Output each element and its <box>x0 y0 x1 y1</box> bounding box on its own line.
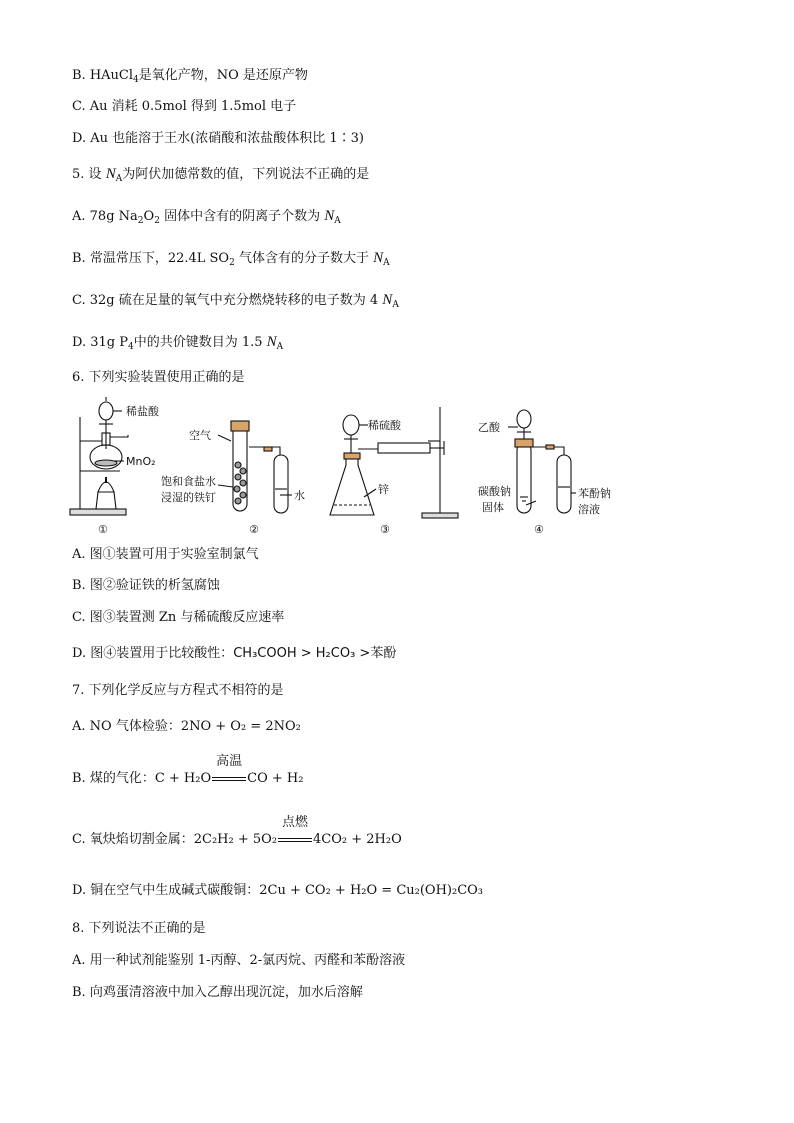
q7c-left: 2C₂H₂ + 5O₂ <box>193 832 278 847</box>
fig2-number: ② <box>249 523 259 536</box>
q6d-equation: CH₃COOH > H₂CO₃ > <box>233 646 371 661</box>
apparatus-4 <box>508 410 576 513</box>
q6-option-b: B. 图②验证铁的析氢腐蚀 <box>72 578 220 593</box>
q5c-prefix: C. 32g 硫在足量的氧气中充分燃烧转移的电子数为 4 <box>72 293 379 308</box>
q5-stem <box>72 165 369 184</box>
q7c-right: 4CO₂ + 2H₂O <box>313 832 402 847</box>
q5-option-a: A. 78g $Na_2O_2$ 固体中含有的阴离子个数为 $N_A$ <box>72 208 341 226</box>
q6-option-a: A. 图①装置可用于实验室制氯气 <box>72 547 259 562</box>
fig4-label-carbonate: 碳酸钠 <box>478 485 511 498</box>
fig3-label-zinc: 锌 <box>378 483 389 496</box>
q5d-rest: 中的共价键数目为 1.5 <box>133 335 263 350</box>
q8-option-a: A. 用一种试剂能鉴别 1-丙醇、2-氯丙烷、丙醛和苯酚溶液 <box>72 953 406 968</box>
fig1-label-mno2: MnO₂ <box>126 455 156 468</box>
q7b-left: C + H₂O <box>154 771 212 786</box>
q6-option-c: C. 图③装置测 Zn 与稀硫酸反应速率 <box>72 610 285 625</box>
q4-option-c: C. Au 消耗 0.5mol 得到 1.5mol 电子 <box>72 99 297 114</box>
subscript: 4 <box>133 75 139 85</box>
q7c-condition-arrow <box>278 815 312 849</box>
q5b-NA: N <box>373 250 384 266</box>
apparatus-2 <box>218 421 292 513</box>
subscript: 2 <box>137 216 144 226</box>
q5-NA: N <box>105 166 116 182</box>
subscript: 2 <box>229 258 235 268</box>
q7a-prefix: A. NO 气体检验： <box>72 719 181 734</box>
q5-rest: 为阿伏加德常数的值，下列说法不正确的是 <box>122 167 370 182</box>
q5a-rest: 固体中含有的阴离子个数为 <box>164 209 321 224</box>
subscript: A <box>334 216 341 226</box>
q6d-end: 苯酚 <box>370 646 397 661</box>
q5d-NA: N <box>266 334 277 350</box>
equals-bar <box>212 777 246 781</box>
q5-option-d <box>72 333 283 352</box>
q7d-equation: 2Cu + CO₂ + H₂O = Cu₂(OH)₂CO₃ <box>259 883 484 898</box>
apparatus-1 <box>70 397 128 515</box>
equals-bar <box>278 838 312 842</box>
q6d-prefix: D. 图④装置用于比较酸性： <box>72 646 234 661</box>
fig4-label-phenoxide: 苯酚钠 <box>578 487 611 500</box>
q4b-rest: 是氧化产物，NO 是还原产物 <box>138 68 308 83</box>
q7c-prefix: C. 氧炔焰切割金属： <box>72 832 194 847</box>
q5-option-b <box>72 249 390 268</box>
fig2-label-water: 水 <box>294 489 305 502</box>
fig4-number: ④ <box>534 523 544 536</box>
q7-option-a <box>72 718 301 736</box>
q5c-NA: N <box>382 292 393 308</box>
subscript: A <box>383 258 390 268</box>
subscript: A <box>392 300 399 310</box>
q5b-prefix: B. 常温常压下，22.4L SO <box>72 251 230 266</box>
q7c-condition: 点燃 <box>282 815 309 830</box>
q4b-text: B. HAuCl <box>72 68 134 83</box>
fig4-label-acetic: 乙酸 <box>478 421 500 434</box>
fig1-number: ① <box>98 523 108 536</box>
fig1-label-hcl: 稀盐酸 <box>126 405 159 418</box>
q8-stem: 8. 下列说法不正确的是 <box>72 921 206 936</box>
subscript: A <box>115 174 123 184</box>
subscript: 2 <box>154 216 160 226</box>
q7d-prefix: D. 铜在空气中生成碱式碳酸铜： <box>72 883 260 898</box>
fig4-label-solution: 溶液 <box>578 503 600 516</box>
q7b-condition-arrow <box>212 754 246 788</box>
fig3-number: ③ <box>380 523 390 536</box>
q8-option-b: B. 向鸡蛋清溶液中加入乙醇出现沉淀，加水后溶解 <box>72 985 363 1000</box>
q5a-prefix: A. 78g Na <box>72 209 138 224</box>
fig3-label-acid: 稀硫酸 <box>368 419 401 432</box>
q6-option-d <box>72 645 396 663</box>
q6-stem: 6. 下列实验装置使用正确的是 <box>72 370 245 385</box>
fig2-label-brine: 饱和食盐水 <box>161 475 216 488</box>
q7-stem: 7. 下列化学反应与方程式不相符的是 <box>72 683 284 698</box>
q7b-right: CO + H₂ <box>247 771 304 786</box>
subscript: 4 <box>127 342 134 352</box>
q7-option-d <box>72 882 483 900</box>
fig4-label-solid: 固体 <box>482 501 504 514</box>
q5b-rest: 气体含有的分子数大于 <box>238 251 369 266</box>
apparatus-figure <box>68 397 628 537</box>
q7-option-b <box>72 754 304 788</box>
q5d-prefix: D. 31g P <box>72 335 128 350</box>
q4-option-b <box>72 67 308 85</box>
q5-prefix: 5. 设 <box>72 167 102 182</box>
fig2-label-air: 空气 <box>189 429 211 442</box>
q4-option-d: D. Au 也能溶于王水(浓硝酸和浓盐酸体积比 1∶3) <box>72 131 364 146</box>
fig2-label-nail: 浸湿的铁钉 <box>161 491 216 504</box>
q7b-prefix: B. 煤的气化： <box>72 771 155 786</box>
q5-option-c <box>72 291 399 310</box>
subscript: A <box>276 342 284 352</box>
q7b-condition: 高温 <box>216 754 243 769</box>
q7-option-c <box>72 815 402 849</box>
q5a-NA: N <box>324 208 335 224</box>
q7a-equation: 2NO + O₂ = 2NO₂ <box>180 719 301 734</box>
